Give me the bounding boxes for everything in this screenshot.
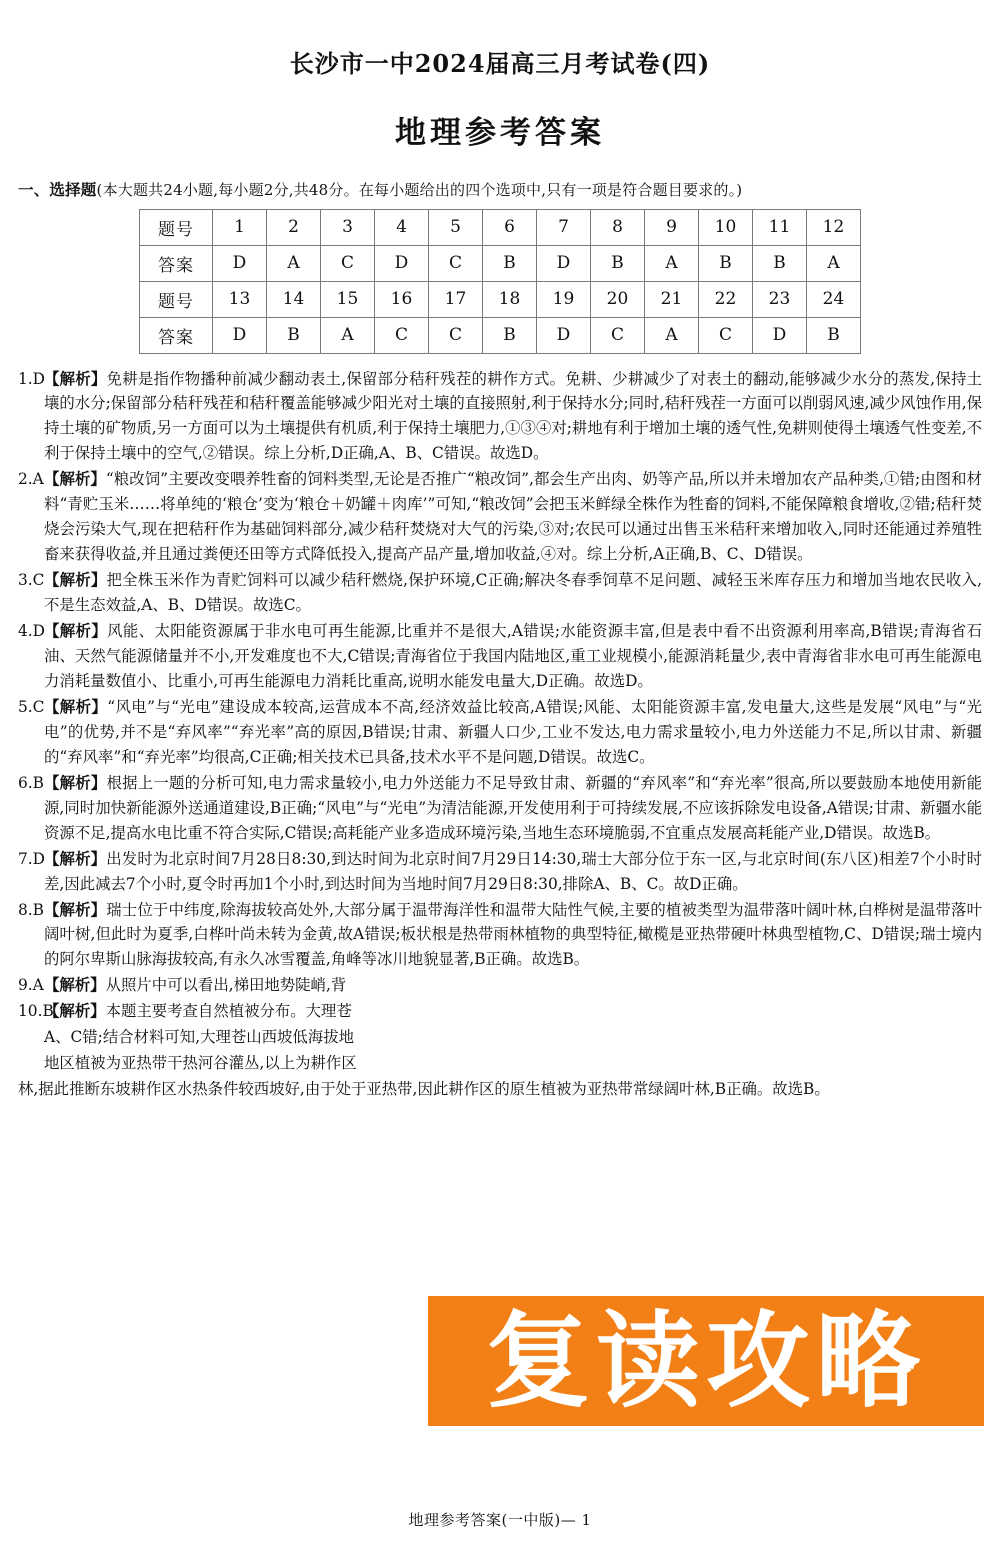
cell: B bbox=[483, 245, 537, 281]
table-row bbox=[140, 317, 861, 353]
question-number: 8.B bbox=[18, 900, 44, 919]
question-number: 9.A bbox=[18, 976, 44, 995]
question-number: 2.A bbox=[18, 470, 44, 489]
explanation-body bbox=[18, 999, 982, 1024]
list-item bbox=[18, 367, 982, 467]
cell: D bbox=[537, 245, 591, 281]
analysis-tag: 【解析】 bbox=[44, 849, 107, 868]
analysis-tag: 【解析】 bbox=[44, 773, 107, 792]
cell: B bbox=[483, 317, 537, 353]
analysis-tag: 【解析】 bbox=[44, 571, 107, 590]
question-number: 7.D bbox=[18, 849, 46, 868]
cell: 20 bbox=[591, 281, 645, 317]
cell: 17 bbox=[429, 281, 483, 317]
cell: C bbox=[375, 317, 429, 353]
analysis-tag: 【解析】 bbox=[44, 470, 106, 489]
explanation-text: 出发时为北京时间7月28日8:30,到达时间为北京时间7月29日14:30,瑞士大部分位于东一区,与北京时间(东八区)相差7个小时时差,因此减去7个小时,夏令时再加1个小时,到达时间为当地时间7月29日8:30,排除A、B、C。故D正确。 bbox=[44, 849, 982, 893]
cell: 18 bbox=[483, 281, 537, 317]
answer-table-body bbox=[140, 209, 861, 353]
cell: 7 bbox=[537, 209, 591, 245]
question-number: 6.B bbox=[18, 773, 44, 792]
explanation-text: 风能、太阳能资源属于非水电可再生能源,比重并不是很大,A错误;水能资源丰富,但是表中看不出资源利用率高,B错误;青海省石油、天然气能源储量并不小,开发难度也不大,C错误;青海省位于我国内陆地区,重工业规模小,能源消耗量少,表中青海省非水电可再生能源电力消耗量数值小、比重小,可再生能源电力消耗比重高,说明水能发电量大,D正确。故选D。 bbox=[44, 622, 982, 690]
explanation-body bbox=[18, 1025, 982, 1050]
table-row bbox=[140, 245, 861, 281]
watermark-label: 复读攻略 bbox=[485, 1300, 926, 1422]
cell: B bbox=[591, 245, 645, 281]
cell: 24 bbox=[807, 281, 861, 317]
cell: B bbox=[753, 245, 807, 281]
cell: A bbox=[321, 317, 375, 353]
list-item bbox=[18, 467, 982, 567]
row-label-number: 题号 bbox=[140, 209, 213, 245]
explanation-body bbox=[18, 898, 982, 973]
analysis-tag: 【解析】 bbox=[44, 1002, 106, 1021]
explanation-text: 把全株玉米作为青贮饲料可以减少秸秆燃烧,保护环境,C正确;解决冬春季饲草不足问题、减轻玉米库存压力和增加当地农民收入,不是生态效益,A、B、D错误。故选C。 bbox=[44, 571, 982, 615]
cell: C bbox=[591, 317, 645, 353]
cell: A bbox=[267, 245, 321, 281]
explanation-text: 免耕是指作物播种前减少翻动表土,保留部分秸秆残茬的耕作方式。免耕、少耕减少了对表土的翻动,能够减少水分的蒸发,保持土壤的水分;保留部分秸秆残茬和秸秆覆盖能够减少阳光对土壤的直接照射,利于保持水分;同时,秸秆残茬一方面可以削弱风速,减少风蚀作用,保持土壤的矿物质,另一方面可以为土壤提供有机质,利于保持土壤肥力,①③④对;耕地有利于增加土壤的透气性,免耕则使得土壤透气性变差,不利于保持土壤中的空气,②错误。综上分析,D正确,A、B、C错误。故选D。 bbox=[44, 369, 982, 463]
cell: D bbox=[537, 317, 591, 353]
cell: 21 bbox=[645, 281, 699, 317]
list-item bbox=[18, 973, 982, 998]
explanation-body bbox=[18, 1077, 982, 1102]
explanation-text: 根据上一题的分析可知,电力需求量较小,电力外送能力不足导致甘肃、新疆的“弃风率”和“弃光率”很高,所以要鼓励本地使用新能源,同时加快新能源外送通道建设,B正确;“风电”与“光电”为清洁能源,开发使用利于可持续发展,不应该拆除发电设备,A错误;甘肃、新疆水能资源不足,提高水电比重不符合实际,C错误;高耗能产业多造成环境污染,当地生态环境脆弱,不宜重点发展高耗能产业,D错误。故选B。 bbox=[44, 773, 982, 842]
explanation-text: “风电”与“光电”建设成本较高,运营成本不高,经济效益比较高,A错误;风能、太阳能资源丰富,发电量大,这些是发展“风电”与“光电”的优势,并不是“弃风率”“弃光率”高的原因,B错误;甘肃、新疆人口少,工业不发达,电力需求量较小,电力外送能力不足,所以甘肃、新疆的“弃风率”和“弃光率”均很高,C正确;相关技术已具备,技术水平不是问题,D错误。故选C。 bbox=[44, 697, 982, 766]
question-number: 10.B bbox=[18, 1002, 54, 1021]
cell: D bbox=[213, 245, 267, 281]
row-label-answer: 答案 bbox=[140, 245, 213, 281]
list-item bbox=[18, 771, 982, 846]
cell: 12 bbox=[807, 209, 861, 245]
cell: C bbox=[429, 317, 483, 353]
cell: 13 bbox=[213, 281, 267, 317]
cell: A bbox=[645, 245, 699, 281]
cell: 2 bbox=[267, 209, 321, 245]
table-row bbox=[140, 209, 861, 245]
cell: 10 bbox=[699, 209, 753, 245]
explanation-body bbox=[18, 568, 982, 618]
cell: D bbox=[213, 317, 267, 353]
question-number: 1.D bbox=[18, 369, 46, 388]
cell: 16 bbox=[375, 281, 429, 317]
explanation-body bbox=[18, 847, 982, 897]
explanation-text: 地区植被为亚热带干热河谷灌丛,以上为耕作区 bbox=[44, 1054, 357, 1073]
list-item bbox=[18, 1077, 982, 1102]
row-label-answer: 答案 bbox=[140, 317, 213, 353]
list-item bbox=[18, 847, 982, 897]
analysis-tag: 【解析】 bbox=[44, 900, 107, 919]
cell: D bbox=[375, 245, 429, 281]
section-heading bbox=[18, 180, 982, 201]
cell: D bbox=[753, 317, 807, 353]
table-row bbox=[140, 281, 861, 317]
cell: 15 bbox=[321, 281, 375, 317]
question-number: 4.D bbox=[18, 622, 46, 641]
explanation-text: 从照片中可以看出,梯田地势陡峭,背 bbox=[105, 976, 347, 995]
page-title: 地理参考答案 bbox=[395, 115, 605, 151]
cell: 1 bbox=[213, 209, 267, 245]
explanation-list bbox=[18, 367, 982, 1103]
cell: C bbox=[699, 317, 753, 353]
list-item bbox=[18, 695, 982, 770]
question-number: 3.C bbox=[18, 571, 45, 590]
explanation-body bbox=[18, 973, 982, 998]
cell: 14 bbox=[267, 281, 321, 317]
cell: C bbox=[321, 245, 375, 281]
list-item bbox=[18, 898, 982, 973]
cell: B bbox=[807, 317, 861, 353]
page-footer: 地理参考答案(一中版)— 1 bbox=[408, 1511, 592, 1529]
cell: A bbox=[807, 245, 861, 281]
cell: 3 bbox=[321, 209, 375, 245]
cell: 22 bbox=[699, 281, 753, 317]
list-item bbox=[18, 568, 982, 618]
explanation-body bbox=[18, 619, 982, 694]
row-label-number: 题号 bbox=[140, 281, 213, 317]
analysis-tag: 【解析】 bbox=[44, 976, 106, 995]
list-item bbox=[18, 999, 982, 1024]
explanation-text: A、C错;结合材料可知,大理苍山西坡低海拔地 bbox=[44, 1028, 354, 1047]
watermark-banner bbox=[428, 1296, 984, 1426]
exam-title: 长沙市一中2024届高三月考试卷(四) bbox=[289, 49, 711, 78]
cell: 6 bbox=[483, 209, 537, 245]
question-number: 5.C bbox=[18, 697, 45, 716]
explanation-text: 本题主要考查自然植被分布。大理苍 bbox=[105, 1002, 352, 1021]
list-item bbox=[18, 1025, 982, 1050]
list-item bbox=[18, 1051, 982, 1076]
cell: 5 bbox=[429, 209, 483, 245]
cell: 8 bbox=[591, 209, 645, 245]
explanation-text: 林,据此推断东坡耕作区水热条件较西坡好,由于处于亚热带,因此耕作区的原生植被为亚热带常绿阔叶林,B正确。故选B。 bbox=[18, 1080, 830, 1099]
answer-key-page bbox=[0, 44, 1000, 1552]
section-detail: (本大题共24小题,每小题2分,共48分。在每小题给出的四个选项中,只有一项是符合题目要求的。) bbox=[96, 181, 743, 199]
explanation-body bbox=[18, 367, 982, 467]
cell: 19 bbox=[537, 281, 591, 317]
cell: A bbox=[645, 317, 699, 353]
answer-table bbox=[139, 209, 861, 354]
cell: B bbox=[267, 317, 321, 353]
section-label: 一、选择题 bbox=[18, 180, 97, 199]
cell: 9 bbox=[645, 209, 699, 245]
cell: B bbox=[699, 245, 753, 281]
analysis-tag: 【解析】 bbox=[44, 369, 107, 388]
explanation-body bbox=[18, 695, 982, 770]
explanation-text: 瑞士位于中纬度,除海拔较高处外,大部分属于温带海洋性和温带大陆性气候,主要的植被类型为温带落叶阔叶林,白桦树是温带落叶阔叶树,但此时为夏季,白桦叶尚未转为金黄,故A错误;板状根是热带雨林植物的典型特征,橄榄是亚热带硬叶林典型植物,C、D错误;瑞士境内的阿尔卑斯山脉海拔较高,有永久冰雪覆盖,角峰等冰川地貌显著,B正确。故选B。 bbox=[44, 900, 982, 969]
analysis-tag: 【解析】 bbox=[44, 697, 108, 716]
explanation-body bbox=[18, 1051, 982, 1076]
cell: C bbox=[429, 245, 483, 281]
cell: 23 bbox=[753, 281, 807, 317]
explanation-body bbox=[18, 467, 982, 567]
cell: 11 bbox=[753, 209, 807, 245]
answer-table-wrapper bbox=[18, 209, 982, 354]
cell: 4 bbox=[375, 209, 429, 245]
explanation-text: “粮改饲”主要改变喂养牲畜的饲料类型,无论是否推广“粮改饲”,都会生产出肉、奶等产品,所以并未增加农产品种类,①错;由图和材料“青贮玉米……将单纯的‘粮仓’变为‘粮仓＋奶罐＋肉库’”可知,“粮改饲”会把玉米鲜绿全株作为牲畜的饲料,不能保障粮食增收,②错;秸秆焚烧会污染大气,现在把秸秆作为基础饲料部分,减少秸秆焚烧对大气的污染,③对;农民可以通过出售玉米秸秆来增加收入,同时还能通过养殖牲畜来获得收益,并且通过粪便还田等方式降低投入,提高产品产量,增加收益,④对。综上分析,A正确,B、C、D错误。 bbox=[44, 470, 982, 564]
list-item bbox=[18, 619, 982, 694]
explanation-body bbox=[18, 771, 982, 846]
analysis-tag: 【解析】 bbox=[44, 622, 108, 641]
